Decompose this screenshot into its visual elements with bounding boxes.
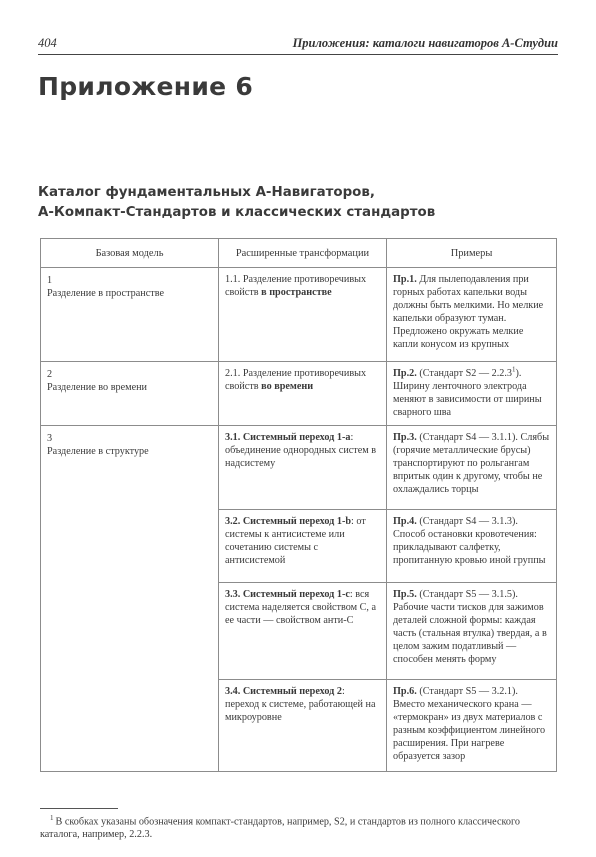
table-row <box>41 268 557 362</box>
transformation-cell <box>219 426 387 510</box>
transformation-bold: во времени <box>261 381 314 392</box>
base-model-cell <box>41 268 219 362</box>
transformation-bold: 3.2. Системный переход 1-b <box>225 516 352 527</box>
catalog-title-line-1: Каталог фундаментальных А-Навигаторов, <box>38 185 375 200</box>
footnote-rule <box>40 808 118 809</box>
transformation-cell <box>219 268 387 362</box>
example-cell <box>387 583 557 680</box>
example-text: (Стандарт S5 — 3.2.1). Вместо механического крана — «термокран» из двух материалов с разным коэффициентом линейного расширения. При нагреве образуется зазор <box>393 686 546 762</box>
header-transformations: Расширенные трансформации <box>219 239 387 268</box>
transformation-text: : вся система наделяется свойством С, а ее части — свойством анти-С <box>225 589 377 626</box>
appendix-title: Приложение 6 <box>38 72 254 101</box>
transformation-text: : от системы к антисистеме или сочетанию системы с антисистемой <box>225 516 366 566</box>
page-number: 404 <box>38 36 57 50</box>
base-model-number: 3 <box>47 433 53 444</box>
example-label: Пр.3. <box>393 432 417 443</box>
base-model-cell <box>41 362 219 426</box>
example-label: Пр.1. <box>393 274 417 285</box>
base-model-cell <box>41 426 219 772</box>
transformation-text: : объединение однородных систем в надсистему <box>225 432 377 469</box>
example-label: Пр.4. <box>393 516 417 527</box>
transformation-cell <box>219 680 387 772</box>
transformation-bold: в пространстве <box>261 287 332 298</box>
base-model-number: 1 <box>47 275 53 286</box>
transformation-bold: 3.4. Системный переход 2 <box>225 686 342 697</box>
example-text: (Стандарт S2 — 2.2.3 <box>416 368 513 379</box>
base-model-number: 2 <box>47 369 53 380</box>
example-text: Для пылеподавления при горных работах капельки воды должны быть мелкими. Но мелкие капельки образуют туман. Предложено окружать мелкие капли конусом из крупных <box>393 274 544 350</box>
example-cell <box>387 680 557 772</box>
header-base-model: Базовая модель <box>41 239 219 268</box>
example-cell <box>387 510 557 583</box>
catalog-title-line-2: А-Компакт-Стандартов и классических стандартов <box>38 205 436 220</box>
example-cell <box>387 426 557 510</box>
example-text: (Стандарт S5 — 3.1.5). Рабочие части тисков для зажимов деталей сложной формы: каждая часть (стальная втулка) твердая, а в целом зажим податливый — способен менять форму <box>393 589 547 665</box>
transformation-text: 2.1. Разделение противоречивых свойств <box>225 368 367 392</box>
transformation-cell <box>219 583 387 680</box>
footnote-text: В скобках указаны обозначения компакт-стандартов, например, S2, и стандартов из полного классического каталога, например, 2.2.3. <box>40 816 521 841</box>
transformation-text: : переход к системе, работающей на микроуровне <box>225 686 376 723</box>
example-text-cont: ). Ширину ленточного электрода меняют в зависимости от ширины сварного шва <box>393 368 542 418</box>
catalog-title <box>38 183 558 223</box>
header-examples: Примеры <box>387 239 557 268</box>
table-row <box>41 426 557 510</box>
example-cell <box>387 268 557 362</box>
catalog-table <box>40 238 557 772</box>
footnote <box>40 812 558 841</box>
table-header-row <box>41 239 557 268</box>
running-title: Приложения: каталоги навигаторов А-Студии <box>292 36 558 50</box>
example-cell <box>387 362 557 426</box>
transformation-cell <box>219 362 387 426</box>
transformation-cell <box>219 510 387 583</box>
table-row <box>41 362 557 426</box>
example-label: Пр.6. <box>393 686 417 697</box>
transformation-text: 1.1. Разделение противоречивых свойств <box>225 274 367 298</box>
transformation-bold: 3.3. Системный переход 1-с <box>225 589 350 600</box>
base-model-label: Разделение в структуре <box>47 446 149 457</box>
example-label: Пр.2. <box>393 368 417 379</box>
footnote-marker: 1 <box>50 814 54 822</box>
example-text: (Стандарт S4 — 3.1.1). Слябы (горячие металлические брусы) транспортируют по рольгангам впритык один к другому, чтобы не охлаждались торцы <box>393 432 550 495</box>
running-header <box>38 36 558 55</box>
example-label: Пр.5. <box>393 589 417 600</box>
transformation-bold: 3.1. Системный переход 1-а <box>225 432 351 443</box>
footnote-ref: 1 <box>512 365 516 374</box>
base-model-label: Разделение во времени <box>47 382 147 393</box>
example-text: (Стандарт S4 — 3.1.3). Способ остановки кровотечения: прикладывают салфетку, пропитанную кровью иной группы <box>393 516 546 566</box>
base-model-label: Разделение в пространстве <box>47 288 164 299</box>
